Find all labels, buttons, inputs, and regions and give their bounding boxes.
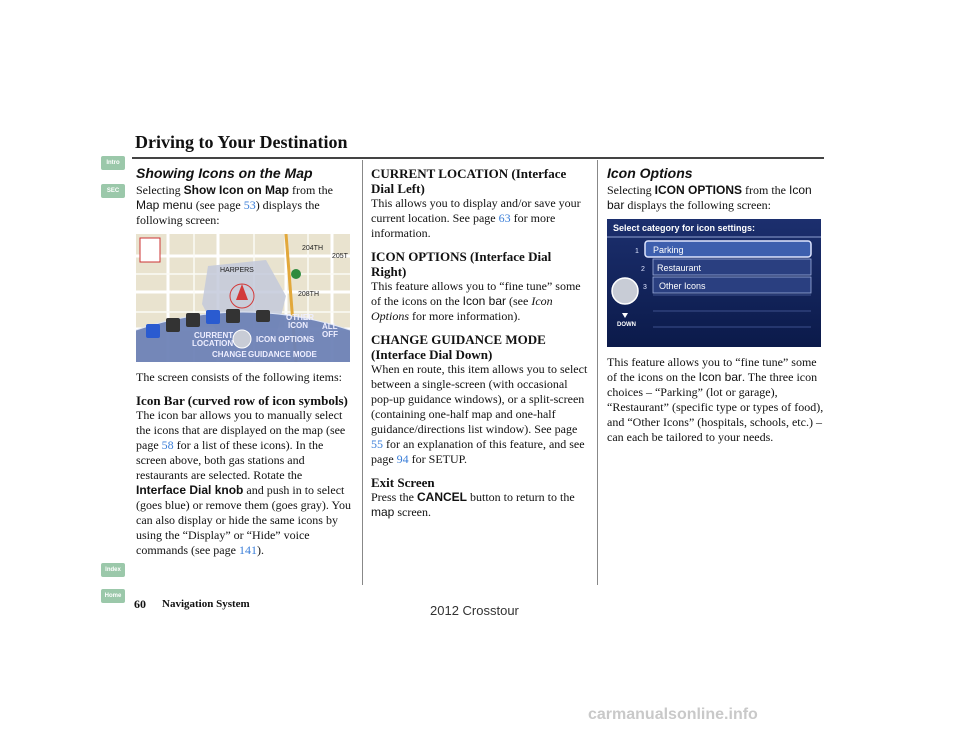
map-label: OFF (322, 330, 338, 339)
screen-title: Select category for icon settings: (613, 223, 756, 233)
column-2 (371, 166, 589, 528)
page-link[interactable]: 58 (161, 438, 174, 452)
map-label: 208TH (298, 291, 320, 298)
map-label: 205T (332, 253, 348, 260)
intro-paragraph: Selecting ICON OPTIONS from the Icon bar displays the following screen: (607, 183, 812, 212)
map-label: CHANGE (212, 350, 247, 359)
column-divider (597, 160, 598, 585)
interface-dial-icon (612, 278, 638, 304)
map-label: OTHER (286, 313, 314, 322)
option-number: 2 (641, 266, 645, 273)
title-rule (132, 157, 824, 159)
index-tab[interactable]: Index (101, 563, 125, 577)
column-3 (607, 166, 825, 453)
map-label: CURRENT (194, 331, 234, 340)
subsection-heading: Exit Screen (371, 475, 435, 490)
map-label: 204TH (302, 245, 324, 252)
section-heading: Icon Options (607, 165, 693, 181)
intro-paragraph: Selecting Show Icon on Map from the Map menu (see page 53) displays the following screen: (136, 183, 333, 227)
map-label: ICON (288, 321, 308, 330)
map-label: ALL (322, 322, 338, 331)
body-paragraph: The icon bar allows you to manually select the icons that are displayed on the map (see page 58 for a list of these icons). In the screen above, both gas stations and restaurants are selected. Rotate the Interface Dial knob and push in to select (goes blue) or remove them (goes gray). You can also display or hide the same icons by using the “Display” or “Hide” voice commands (see page 141). (136, 408, 351, 557)
home-tab[interactable]: Home (101, 589, 125, 603)
page-link[interactable]: 94 (396, 452, 409, 466)
subsection-heading: CURRENT LOCATION (Interface Dial Left) (371, 166, 567, 196)
option-other-icons[interactable]: Other Icons (659, 281, 706, 291)
page-link[interactable]: 141 (238, 543, 257, 557)
option-number: 1 (635, 248, 639, 255)
body-paragraph: This feature allows you to “fine tune” some of the icons on the Icon bar. The three icon choices – “Parking” (lot or garage), “Restaurant” (specific type or types of food), and “Other Icons” (hospitals, schools, etc.) – can each be tailored to your needs. (607, 355, 824, 444)
sec-tab[interactable]: SEC (101, 184, 125, 198)
map-label: LOCATION (192, 339, 234, 348)
subsection-heading: CHANGE GUIDANCE MODE (Interface Dial Down) (371, 332, 546, 362)
map-label: ICON OPTIONS (256, 335, 315, 344)
footer-model: 2012 Crosstour (430, 603, 519, 618)
section-heading: Showing Icons on the Map (136, 165, 313, 181)
page-link[interactable]: 53 (243, 198, 256, 212)
map-label: GUIDANCE MODE (248, 350, 317, 359)
page-link[interactable]: 63 (498, 211, 511, 225)
page-title: Driving to Your Destination (135, 132, 348, 152)
column-divider (362, 160, 363, 585)
page-number: 60 (134, 597, 146, 611)
body-paragraph: When en route, this item allows you to select between a single-screen (with occasional pop-up guidance windows), or a split-screen (containing one-half map and one-half guidance/directions list window). See page 55 for an explanation of this feature, and see page 94 for SETUP. (371, 362, 588, 466)
map-label: HARPERS (220, 267, 254, 274)
option-restaurant[interactable]: Restaurant (657, 263, 702, 273)
page-link[interactable]: 55 (371, 437, 383, 451)
intro-tab[interactable]: Intro (101, 156, 125, 170)
column-1 (136, 166, 354, 566)
body-paragraph: The screen consists of the following items: (136, 370, 342, 384)
subsection-heading: ICON OPTIONS (Interface Dial Right) (371, 249, 552, 279)
watermark: carmanualsonline.info (588, 706, 758, 723)
body-paragraph: This feature allows you to “fine tune” some of the icons on the Icon bar (see Icon Options for more information). (371, 279, 581, 323)
option-parking[interactable]: Parking (653, 245, 684, 255)
down-label: DOWN (617, 322, 636, 328)
footer-system-name: Navigation System (162, 598, 250, 610)
subsection-heading: Icon Bar (curved row of icon symbols) (136, 393, 348, 408)
option-number: 3 (643, 284, 647, 291)
body-paragraph: Press the CANCEL button to return to the map screen. (371, 490, 575, 519)
map-screen-image (136, 234, 350, 362)
body-paragraph: This allows you to display and/or save your current location. See page 63 for more information. (371, 196, 581, 240)
icon-options-screen-image (607, 219, 821, 347)
